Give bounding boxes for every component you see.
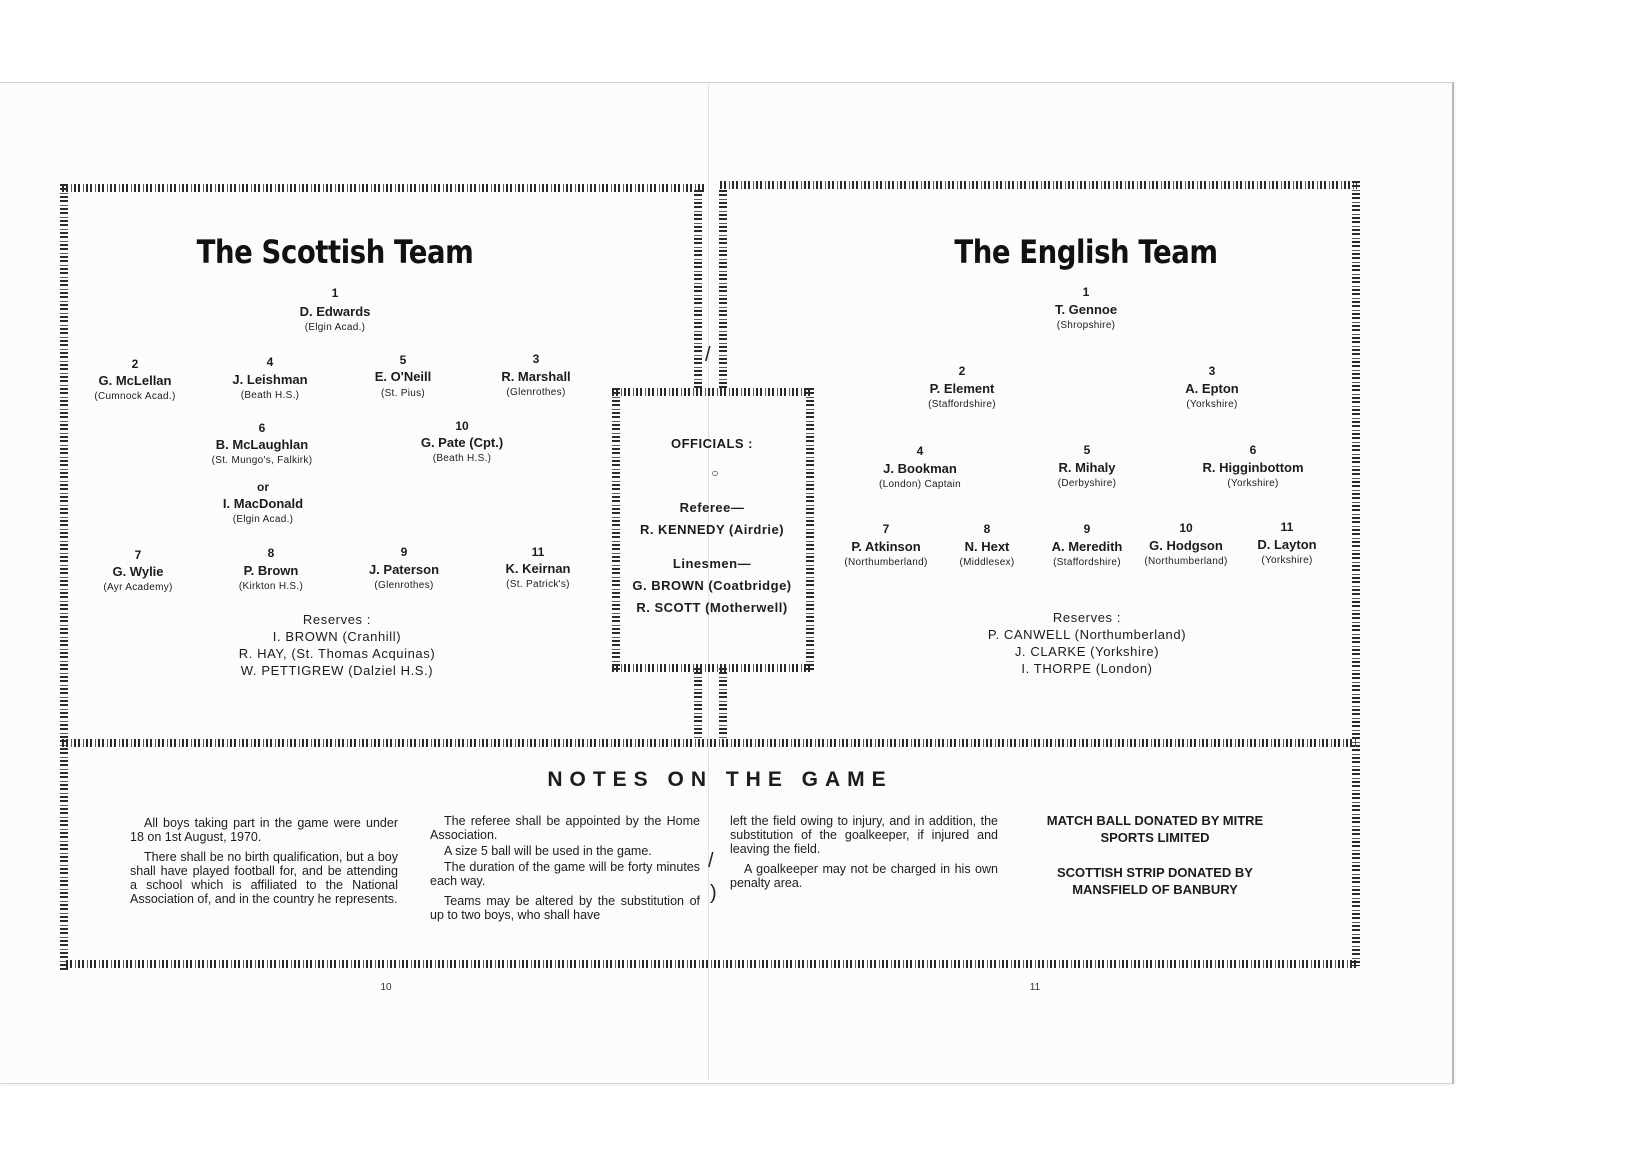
player-school: (Staffordshire) xyxy=(928,399,996,410)
player-number: 3 xyxy=(532,352,540,366)
player-number: 7 xyxy=(134,548,142,562)
player-name: I. MacDonald xyxy=(222,496,304,511)
notes-column-1 xyxy=(130,816,398,912)
scottish-reserves-label: Reserves : xyxy=(302,612,372,627)
note-paragraph: A size 5 ball will be used in the game. xyxy=(444,844,652,858)
linesmen-label: Linesmen— xyxy=(672,556,752,571)
player-name: P. Brown xyxy=(243,563,299,578)
player-name: J. Bookman xyxy=(883,461,957,476)
player-school: (Yorkshire) xyxy=(1227,478,1279,489)
note-paragraph: A goalkeeper may not be charged in his own penalty area. xyxy=(730,862,998,890)
player-name: A. Meredith xyxy=(1051,539,1123,554)
player-name: J. Leishman xyxy=(232,372,308,387)
player-school: (Kirkton H.S.) xyxy=(238,581,304,592)
player-number: 2 xyxy=(131,357,139,371)
border-middle xyxy=(62,739,1357,747)
player-number: 6 xyxy=(1249,443,1257,457)
referee-label: Referee— xyxy=(679,500,745,515)
note-paragraph: The referee shall be appointed by the Home Association. xyxy=(430,814,700,842)
border-center-d xyxy=(719,668,727,740)
player-name: G. Hodgson xyxy=(1149,538,1223,553)
player-number: 4 xyxy=(266,355,274,369)
english-reserve: I. THORPE (London) xyxy=(1021,661,1153,676)
player-name: E. O'Neill xyxy=(374,369,432,384)
player-school: (Middlesex) xyxy=(959,557,1015,568)
player-number: 11 xyxy=(531,545,545,559)
english-team-title: The English Team xyxy=(954,233,1218,271)
player-number: 7 xyxy=(882,522,890,536)
page-number-right: 11 xyxy=(1029,982,1041,993)
player-school: (Yorkshire) xyxy=(1186,399,1238,410)
notes-title: NOTES ON THE GAME xyxy=(547,768,893,791)
scottish-reserve: W. PETTIGREW (Dalziel H.S.) xyxy=(240,663,434,678)
player-number: 8 xyxy=(983,522,991,536)
officials-box-right xyxy=(806,388,814,672)
border-bottom xyxy=(66,960,1358,968)
linesman-name: R. SCOTT (Motherwell) xyxy=(636,600,788,615)
player-school: (Northumberland) xyxy=(1144,556,1228,567)
border-right xyxy=(1352,181,1360,966)
player-name: B. McLaughlan xyxy=(215,437,309,452)
player-school: (Beath H.S.) xyxy=(432,453,492,464)
player-number: 1 xyxy=(331,286,339,300)
player-name: G. Wylie xyxy=(112,564,164,579)
player-name: P. Atkinson xyxy=(851,539,921,554)
player-name: N. Hext xyxy=(964,539,1010,554)
scottish-team-title: The Scottish Team xyxy=(196,233,474,271)
player-school: (Staffordshire) xyxy=(1053,557,1121,568)
player-school: (Glenrothes) xyxy=(506,387,566,398)
player-school: (Ayr Academy) xyxy=(103,582,173,593)
note-paragraph: The duration of the game will be forty minutes each way. xyxy=(430,860,700,888)
referee-name: R. KENNEDY (Airdrie) xyxy=(639,522,785,537)
match-ball-donation: MATCH BALL DONATED BY MITRE SPORTS LIMITED xyxy=(1046,813,1264,845)
border-center-a xyxy=(694,190,702,390)
player-school: (Elgin Acad.) xyxy=(232,514,294,525)
player-name: A. Epton xyxy=(1185,381,1239,396)
player-number: 5 xyxy=(399,353,407,367)
player-school: (St. Pius) xyxy=(380,388,426,399)
player-number: 11 xyxy=(1280,520,1294,534)
player-number: 9 xyxy=(1083,522,1091,536)
page-number-left: 10 xyxy=(380,982,392,993)
english-reserves-label: Reserves : xyxy=(1052,610,1122,625)
officials-title: OFFICIALS : xyxy=(670,436,754,451)
player-school: (St. Patrick's) xyxy=(506,579,570,590)
player-number: 6 xyxy=(258,421,266,435)
officials-box-bottom xyxy=(612,664,812,672)
note-paragraph: There shall be no birth qualification, but a boy shall have played football for, and be attending a school which is affiliated to the National Association of, and in the country he represents. xyxy=(130,850,398,906)
officials-box-left xyxy=(612,388,620,672)
circle-mark: ○ xyxy=(711,466,719,480)
linesman-name: G. BROWN (Coatbridge) xyxy=(632,578,792,593)
border-center-b xyxy=(719,190,727,390)
strip-donation: SCOTTISH STRIP DONATED BY MANSFIELD OF BANBURY xyxy=(1057,865,1253,897)
player-number: 2 xyxy=(958,364,966,378)
scottish-reserve: I. BROWN (Cranhill) xyxy=(272,629,402,644)
player-school: (Elgin Acad.) xyxy=(304,322,366,333)
border-center-c xyxy=(694,668,702,740)
player-number: 10 xyxy=(455,419,469,433)
note-paragraph: Teams may be altered by the substitution of up to two boys, who shall have xyxy=(430,894,700,922)
player-name: T. Gennoe xyxy=(1054,302,1118,317)
note-paragraph: All boys taking part in the game were under 18 on 1st August, 1970. xyxy=(130,816,398,844)
scottish-reserve: R. HAY, (St. Thomas Acquinas) xyxy=(238,646,436,661)
player-school: (Beath H.S.) xyxy=(240,390,300,401)
player-number: 8 xyxy=(267,546,275,560)
player-name: K. Keirnan xyxy=(505,561,571,576)
note-paragraph: left the field owing to injury, and in addition, the substitution of the goalkeeper, if injured and leaving the field. xyxy=(730,814,998,856)
player-name: R. Higginbottom xyxy=(1202,460,1304,475)
player-school: (Northumberland) xyxy=(844,557,928,568)
player-school: (London) Captain xyxy=(878,479,962,490)
pen-mark: / xyxy=(708,850,714,872)
player-school: (St. Mungo's, Falkirk) xyxy=(211,455,313,466)
english-reserve: J. CLARKE (Yorkshire) xyxy=(1014,644,1160,659)
player-number: 9 xyxy=(400,545,408,559)
border-top-left xyxy=(62,184,707,192)
player-name: R. Mihaly xyxy=(1058,460,1116,475)
notes-column-3 xyxy=(730,814,998,896)
player-name: G. Pate (Cpt.) xyxy=(420,435,504,450)
border-top-right xyxy=(720,181,1357,189)
player-name: D. Layton xyxy=(1257,537,1317,552)
player-number: 4 xyxy=(916,444,924,458)
player-number: 5 xyxy=(1083,443,1091,457)
english-reserve: P. CANWELL (Northumberland) xyxy=(987,627,1187,642)
player-name: R. Marshall xyxy=(501,369,571,384)
player-school: (Yorkshire) xyxy=(1261,555,1313,566)
player-number: 10 xyxy=(1179,521,1193,535)
player-name: D. Edwards xyxy=(299,304,371,319)
player-school: (Cumnock Acad.) xyxy=(94,391,176,402)
player-name: J. Paterson xyxy=(368,562,440,577)
or-label: or xyxy=(257,480,269,494)
pen-mark: ) xyxy=(710,882,717,904)
pen-mark: / xyxy=(705,344,711,366)
officials-box-top xyxy=(612,388,812,396)
player-name: P. Element xyxy=(929,381,995,396)
player-number: 3 xyxy=(1208,364,1216,378)
notes-column-2 xyxy=(430,814,700,928)
player-number: 1 xyxy=(1082,285,1090,299)
player-school: (Glenrothes) xyxy=(374,580,434,591)
player-school: (Derbyshire) xyxy=(1057,478,1117,489)
player-school: (Shropshire) xyxy=(1056,320,1116,331)
player-name: G. McLellan xyxy=(98,373,172,388)
